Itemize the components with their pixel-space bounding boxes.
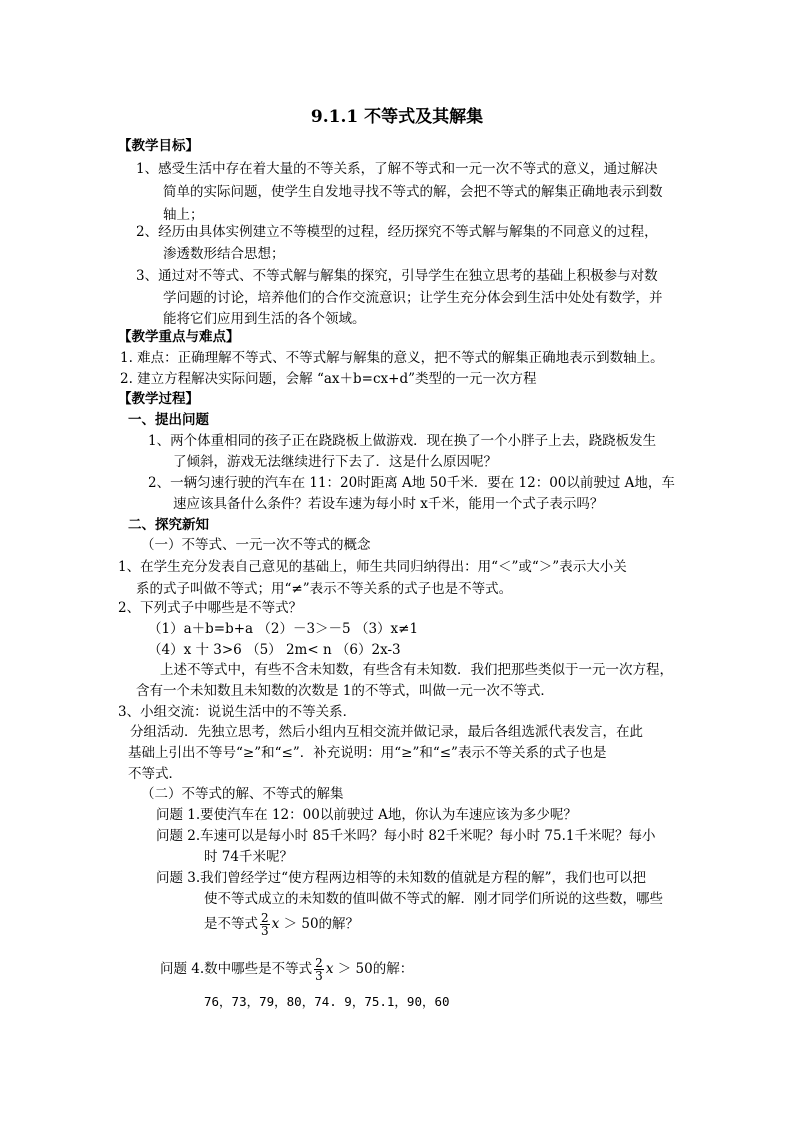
section2-line: 1、在学生充分发表自己意见的基础上，师生共同归纳得出：用“＜”或“＞”表示大小关 (118, 559, 627, 575)
objective-line: 轴上； (163, 207, 204, 223)
question-4-suffix: ＞ 50的解： (337, 961, 414, 977)
section1-line: 速应该具备什么条件？若设车速为每小时 x千米，能用一个式子表示吗？ (173, 496, 604, 512)
objective-line: 学问题的讨论，培养他们的合作交流意识；让学生充分体会到生活中处处有数学，并 (163, 290, 663, 306)
expression-line: （1）a＋b=b+a （2）－3＞－5 （3）x≠1 (148, 621, 419, 637)
objective-line: 渗透数形结合思想； (163, 246, 285, 262)
expression-line: （4）x 十 3>6 （5） 2m< n （6）2x-3 (148, 642, 401, 658)
section2-line: 不等式． (128, 766, 182, 782)
fraction-two-thirds (314, 957, 324, 982)
section2-heading: 二、探究新知 (128, 517, 209, 533)
question-3-cont: 使不等式成立的未知数的值叫做不等式的解．刚才同学们所说的这些数，哪些 (204, 891, 663, 907)
question-4-line (160, 955, 413, 983)
process-heading: 【教学过程】 (118, 391, 199, 407)
section1-line: 1、两个体重相同的孩子正在跷跷板上做游戏．现在换了一个小胖子上去，跷跷板发生 (148, 433, 657, 449)
section2-line: 基础上引出不等号“≥”和“≤”．补充说明：用“≥”和“≤”表示不等关系的式子也是 (128, 745, 607, 761)
subsection-heading: （一）不等式、一元一次不等式的概念 (141, 537, 371, 553)
section2-line: 上述不等式中，有些不含未知数，有些含有未知数．我们把那些类似于一元一次方程， (160, 662, 673, 678)
section2-line: 分组活动．先独立思考，然后小组内互相交流并做记录，最后各组选派代表发言，在此 (130, 724, 643, 740)
objective-line: 2、经历由具体实例建立不等模型的过程，经历探究不等式解与解集的不同意义的过程， (136, 224, 658, 240)
section1-line: 2、一辆匀速行驶的汽车在 11：20时距离 A地 50千米．要在 12：00以前驶过 A地，车 (148, 475, 675, 491)
objective-line: 能将它们应用到生活的各个领域。 (163, 311, 366, 327)
objective-line: 3、通过对不等式、不等式解与解集的探究，引导学生在独立思考的基础上积极参与对数 (136, 268, 658, 284)
question-4-prefix: 问题 4.数中哪些是不等式 (160, 961, 313, 977)
section1-line: 了倾斜，游戏无法继续进行下去了．这是什么原因呢？ (173, 454, 497, 470)
candidate-numbers: 76，73，79，80，74. 9，75.1，90，60 (204, 994, 450, 1009)
objective-line: 简单的实际问题，使学生自发地寻找不等式的解，会把不等式的解集正确地表示到数 (163, 184, 663, 200)
question-3-inequality-line (204, 910, 359, 938)
page-title: 9.1.1 不等式及其解集 (310, 107, 484, 127)
key-points-heading: 【教学重点与难点】 (118, 329, 240, 345)
key-point-line: 2. 建立方程解决实际问题，会解 “ax＋b=cx+d”类型的一元一次方程 (120, 371, 537, 387)
objective-line: 1、感受生活中存在着大量的不等关系，了解不等式和一元一次不等式的意义，通过解决 (136, 161, 658, 177)
fraction-denominator: 3 (261, 924, 269, 938)
question-1: 问题 1.要使汽车在 12：00以前驶过 A地，你认为车速应该为多少呢？ (156, 807, 577, 823)
question-2-cont: 时 74千米呢？ (204, 849, 293, 865)
objectives-heading: 【教学目标】 (118, 138, 199, 154)
variable-x: x (325, 961, 334, 977)
question-3-prefix: 是不等式 (204, 916, 258, 932)
question-3-suffix: ＞ 50的解？ (283, 916, 360, 932)
key-point-line: 1. 难点：正确理解不等式、不等式解与解集的意义，把不等式的解集正确地表示到数轴上。 (120, 350, 664, 366)
section2-line: 含有一个未知数且未知数的次数是 1的不等式，叫做一元一次不等式． (136, 683, 554, 699)
fraction-numerator: 2 (315, 956, 323, 970)
question-2: 问题 2.车速可以是每小时 85千米吗？每小时 82千米呢？每小时 75.1千米呢？每小 (156, 828, 656, 844)
fraction-numerator: 2 (261, 911, 269, 925)
section2-line: 系的式子叫做不等式；用“≠”表示不等关系的式子也是不等式。 (136, 581, 513, 597)
variable-x: x (271, 916, 280, 932)
section2-line: 3、小组交流：说说生活中的不等关系． (118, 704, 357, 720)
section1-heading: 一、提出问题 (128, 412, 209, 428)
section2-line: 2、下列式子中哪些是不等式？ (118, 600, 303, 616)
fraction-two-thirds (260, 912, 270, 937)
fraction-denominator: 3 (315, 969, 323, 983)
question-3: 问题 3.我们曾经学过“使方程两边相等的未知数的值就是方程的解”，我们也可以把 (156, 870, 646, 886)
subsection-heading: （二）不等式的解、不等式的解集 (141, 786, 344, 802)
